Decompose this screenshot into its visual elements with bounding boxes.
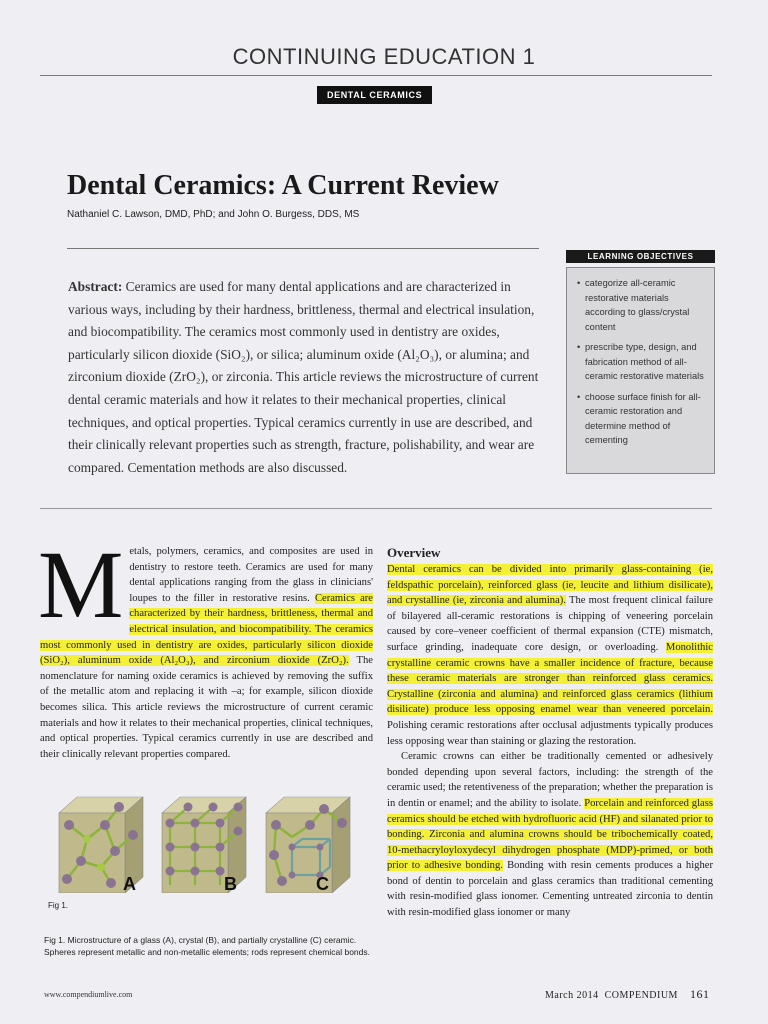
overview-heading: Overview xyxy=(387,545,441,560)
footer-journal: COMPENDIUM xyxy=(604,990,678,1001)
body-text: Ceramic crowns can either be traditionally cemented or adhesively bonded depending upon several factors, including: the strength of the ceramic used; the retentiveness of the preparation; whether the preparation is in dentin or enamel; and the ability to isolate. xyxy=(387,751,713,809)
top-divider xyxy=(40,75,712,76)
highlighted-text: Dental ceramics can be divided into primarily glass-containing (ie, feldspathic porcelain), reinforced glass (ie, leucite and lithium disilicate), and crystalline (ie, zirconia and alumina). xyxy=(387,564,713,607)
body-text: etals, polymers, ceramics, and composites are used in dentistry to restore teeth. Ceramics are used for many dental applications ranging from the glass in clinicians' loupes to the filler in restorative resins. xyxy=(129,546,373,604)
abstract-label: Abstract: xyxy=(68,279,123,294)
body-text: The most frequent clinical failure of bilayered all-ceramic restorations is chipping of veneering porcelain caused by core–veneer coefficient of thermal expansion (CTE) mismatch, surface grinding, inadequate core design, or overloading. xyxy=(387,595,713,653)
learning-objectives-heading: LEARNING OBJECTIVES xyxy=(566,250,715,263)
figure-small-label: Fig 1. xyxy=(48,901,69,910)
body-text: Bonding with resin cements produces a higher bond of dentin to porcelain and glass ceramics than traditional cementing with resin-modified glass ionomer. Cementing untreated zirconia to dentin with resin-modified glass ionomer or many xyxy=(387,860,713,919)
overview-paragraph-1 xyxy=(387,562,713,749)
figure-caption: Fig 1. Microstructure of a glass (A), crystal (B), and partially crystalline (C) ceramic. Spheres represent metallic and non-metallic elements; rods represent chemical bonds. xyxy=(44,935,370,957)
footer-date: March 2014 xyxy=(545,990,599,1001)
title-divider xyxy=(67,248,539,249)
section-tag: DENTAL CERAMICS xyxy=(317,86,432,104)
abstract xyxy=(68,276,550,479)
learning-objective-item: • prescribe type, design, and fabrication method of all-ceramic restorative materials xyxy=(579,340,706,384)
drop-cap: M xyxy=(38,531,124,638)
figure-1 xyxy=(40,795,370,895)
figure-label: A xyxy=(123,874,136,893)
section-title: CONTINUING EDUCATION 1 xyxy=(232,44,536,69)
highlighted-text: Porcelain and reinforced glass ceramics should be etched with hydrofluoric acid (HF) and silanated prior to bonding. Zirconia and alumina crowns should be tribochemically coated, 10-methacryloyloxydecyl dihydrogen phosphate (MDP)-primed, or both prior to adhesive bonding. xyxy=(387,797,713,872)
body-text: Polishing ceramic restorations after occlusal adjustments typically produces less opposing wear than staining or glazing the restoration. xyxy=(387,719,713,747)
body-text: The nomenclature for naming oxide ceramics is achieved by removing the suffix of the metallic atom and replacing it with –a; for example, silicon dioxide becomes silica. This article reviews the microstructure of current ceramic materials and how it relates to their mechanical properties, clinical techniques, and optical properties. Typical ceramics currently in use are described and their clinically relevant properties compared. xyxy=(40,655,373,760)
learning-objectives-box xyxy=(566,267,715,474)
figure-label: B xyxy=(224,874,237,893)
learning-objective-item: • choose surface finish for all-ceramic restoration and determine method of cementing xyxy=(579,390,706,448)
footer-website: www.compendiumlive.com xyxy=(44,990,133,999)
overview-paragraph-2 xyxy=(387,749,713,921)
learning-objective-item: • categorize all-ceramic restorative materials according to glass/crystal content xyxy=(579,276,706,334)
figure-label: C xyxy=(316,874,329,893)
partial-crystal-structure-cube xyxy=(262,795,354,893)
article-authors: Nathaniel C. Lawson, DMD, PhD; and John O. Burgess, DDS, MS xyxy=(67,209,360,220)
footer-issue xyxy=(545,987,709,1002)
body-left-column xyxy=(38,531,373,762)
abstract-text: Ceramics are used for many dental applications and are characterized in various ways, including by their hardness, brittleness, thermal and electrical insulation, and biocompatibility. The ceramics most commonly used in dentistry are oxides, particularly silicon dioxide (SiO₂), or silica; aluminum oxide (Al₂O₃), or alumina; and zirconium dioxide (ZrO₂), or zirconia. This article reviews the microstructure of current dental ceramic materials and how it relates to their mechanical properties, clinical techniques, and optical properties. Typical ceramics currently in use are described, and their clinically relevant properties such as strength, fracture, polishability, and wear are compared. Cementation methods are also discussed. xyxy=(68,279,539,475)
body-right-column xyxy=(387,545,713,921)
highlighted-text: Ceramics are characterized by their hardness, brittleness, thermal and electrical insulation, and biocompatibility. The ceramics most commonly used in dentistry are oxides, particularly silicon dioxide (SiO₂), aluminum oxide (Al₂O₃), and zirconium dioxide (ZrO₂). xyxy=(40,592,373,667)
glass-structure-cube xyxy=(55,795,147,893)
abstract-divider xyxy=(40,508,712,509)
crystal-structure-cube xyxy=(158,795,250,893)
learning-objectives-list xyxy=(567,268,714,448)
page-number: 161 xyxy=(689,987,710,1001)
article-title: Dental Ceramics: A Current Review xyxy=(67,170,499,201)
highlighted-text: Monolithic crystalline ceramic crowns have a smaller incidence of fracture, because these ceramic materials are stronger than reinforced glass ceramics. Crystalline (zirconia and alumina) and reinforced glass ceramics (lithium disilicate) produce less opposing enamel wear than veneered porcelain. xyxy=(387,641,713,716)
